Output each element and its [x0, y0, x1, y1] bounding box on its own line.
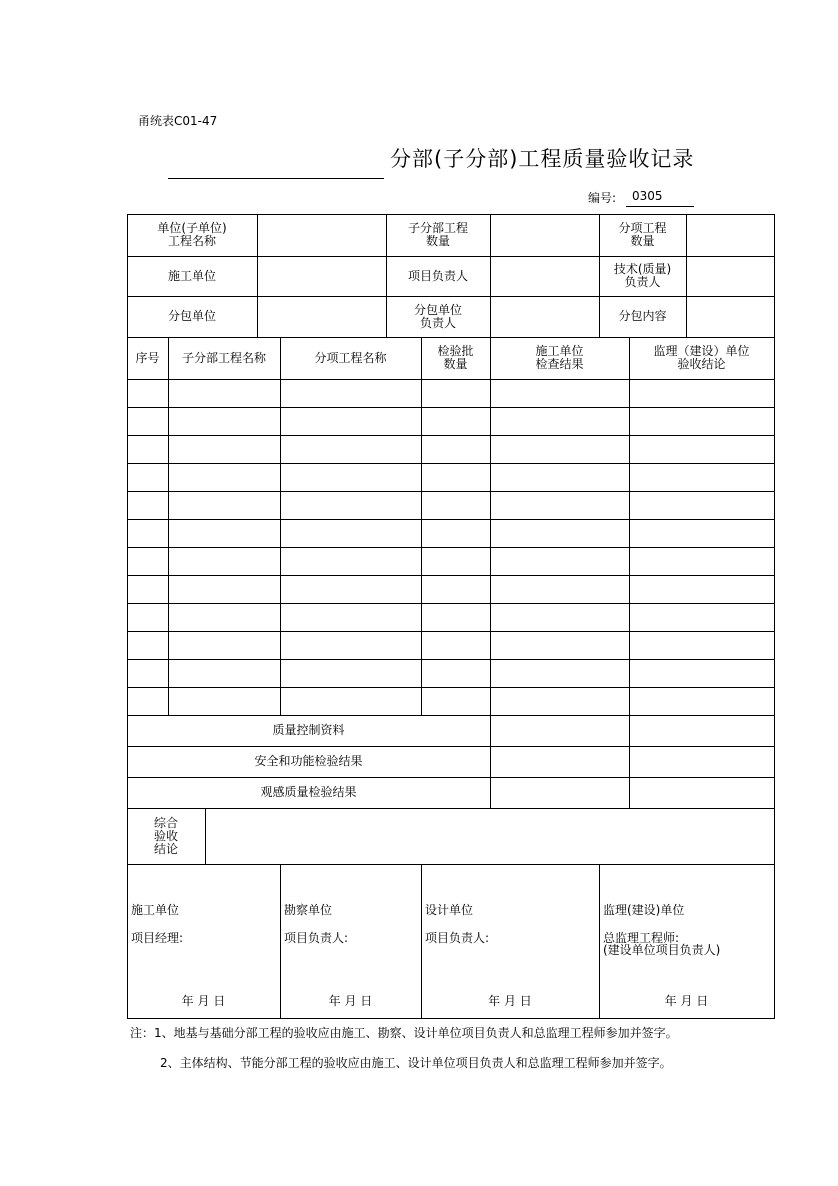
table-rule — [127, 808, 775, 809]
subcontract-unit-label: 分包单位 — [167, 309, 216, 323]
page-title: 分部(子分部)工程质量验收记录 — [390, 147, 695, 171]
number-underline — [626, 206, 694, 207]
form-code: 甬统表C01-47 — [138, 114, 218, 128]
title-underline — [168, 178, 384, 179]
unit-project-name-label: 单位(子单位) 工程名称 — [157, 221, 227, 248]
table-row-rule — [127, 435, 775, 436]
table-rule — [127, 1018, 775, 1019]
signature-date-1: 年 月 日 — [328, 993, 373, 1008]
table-rule — [127, 379, 775, 380]
table-row-rule — [127, 631, 775, 632]
header-supervision-conclusion: 监理（建设）单位 验收结论 — [653, 344, 750, 371]
project-manager-label: 项目负责人 — [407, 268, 468, 283]
signature-date-2: 年 月 日 — [488, 993, 532, 1008]
signature-role-0: 项目经理: — [131, 930, 184, 945]
table-row-rule — [127, 603, 775, 604]
table-rule — [629, 715, 630, 809]
signature-role2-3: (建设单位项目负责人) — [603, 942, 721, 957]
signature-date-0: 年 月 日 — [181, 993, 226, 1008]
header-batch-count: 检验批 数量 — [437, 344, 474, 371]
table-rule — [205, 808, 206, 865]
table-rule — [774, 214, 775, 1019]
signature-unit-2: 设计单位 — [425, 902, 474, 917]
table-row-rule — [127, 463, 775, 464]
safety-results-label: 安全和功能检验结果 — [254, 754, 363, 768]
tech-manager-label: 技术(质量) 负责人 — [613, 262, 672, 289]
signature-date-3: 年 月 日 — [664, 993, 709, 1008]
table-rule — [686, 214, 687, 338]
subcontract-content-label: 分包内容 — [618, 309, 667, 323]
note-1: 注：1、地基与基础分部工程的验收应由施工、勘察、设计单位项目负责人和总监理工程师参加并签字。 — [130, 1026, 678, 1040]
signature-role-2: 项目负责人: — [425, 930, 490, 945]
sub-division-count-label: 子分部工程 数量 — [407, 221, 468, 248]
table-rule — [257, 214, 258, 338]
table-rule — [490, 214, 491, 338]
appearance-results-label: 观感质量检验结果 — [260, 785, 357, 799]
table-rule — [490, 715, 491, 809]
number-label: 编号: — [588, 191, 617, 205]
sub-item-count-label: 分项工程 数量 — [618, 221, 667, 248]
quality-data-label: 质量控制资料 — [272, 723, 345, 737]
table-row-rule — [127, 407, 775, 408]
signature-role-1: 项目负责人: — [284, 930, 349, 945]
table-row-rule — [127, 519, 775, 520]
table-row-rule — [127, 491, 775, 492]
note-2: 2、主体结构、节能分部工程的验收应由施工、设计单位项目负责人和总监理工程师参加并签字。 — [160, 1056, 672, 1070]
subcontract-manager-label: 分包单位 负责人 — [413, 302, 462, 330]
signature-unit-0: 施工单位 — [131, 902, 180, 917]
number-value: 0305 — [632, 189, 663, 203]
signature-unit-1: 勘察单位 — [284, 902, 333, 917]
header-sub-item-name: 分项工程名称 — [314, 350, 387, 365]
comprehensive-conclusion-label: 综合 验收 结论 — [153, 815, 178, 856]
construction-unit-label: 施工单位 — [167, 268, 216, 283]
table-row-rule — [127, 687, 775, 688]
header-sub-division-name: 子分部工程名称 — [181, 350, 266, 365]
table-rule — [127, 864, 775, 865]
table-row-rule — [127, 575, 775, 576]
signature-role-3: 总监理工程师: — [603, 930, 680, 945]
signature-unit-3: 监理(建设)单位 — [603, 902, 685, 917]
table-row-rule — [127, 547, 775, 548]
table-row-rule — [127, 659, 775, 660]
header-seq: 序号 — [135, 350, 160, 365]
header-construction-result: 施工单位 检查结果 — [535, 344, 584, 371]
